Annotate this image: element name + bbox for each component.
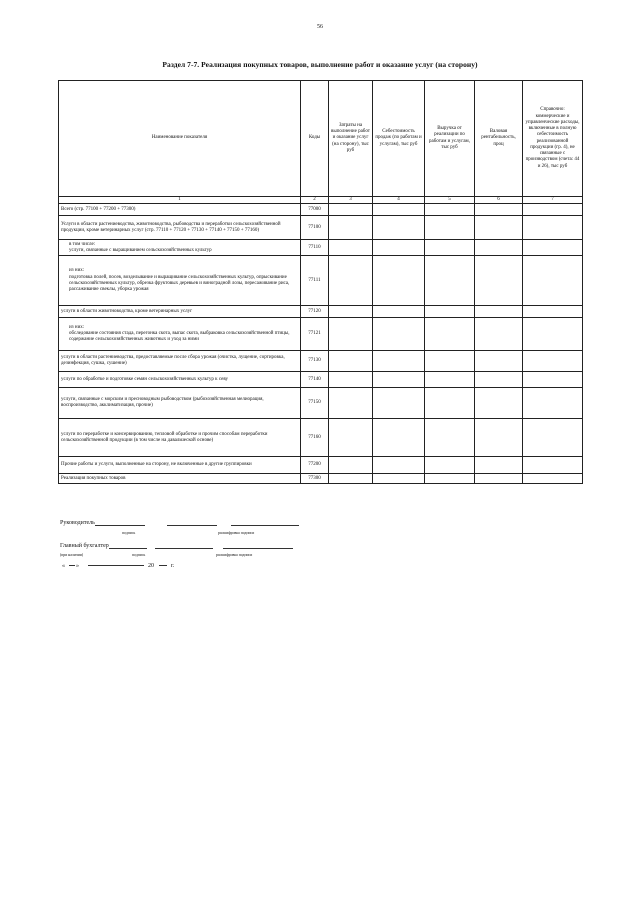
accountant-decoding-caption: расшифровка подписи xyxy=(216,553,253,557)
value-cell[interactable] xyxy=(329,240,373,256)
value-cell[interactable] xyxy=(523,388,583,419)
page-number: 56 xyxy=(317,24,323,30)
row-label: услуги в области растениеводства, предоставляемые после сбора урожая (очистка, лущение, сортировка, дезинфекция, сушка, сушение) xyxy=(61,355,285,367)
value-cell[interactable] xyxy=(373,457,425,474)
row-code: 77160 xyxy=(301,419,329,457)
row-label: подготовка полей, посев, возделывание и выращивание сельскохозяйственных культур, опрыскивание сельскохозяйственных культур, обрезка фруктовых деревьев и виноградной лозы, пересаживание риса, рассаживание свеклы, уборка урожая xyxy=(69,274,290,292)
value-cell[interactable] xyxy=(329,457,373,474)
section-title: Раздел 7-7. Реализация покупных товаров, выполнение работ и оказание услуг (на сторону) xyxy=(162,60,478,69)
table-row xyxy=(59,306,583,318)
value-cell[interactable] xyxy=(523,351,583,372)
row-label-cell xyxy=(59,474,301,484)
table-row xyxy=(59,318,583,351)
row-label: Реализация покупных товаров xyxy=(61,475,126,481)
row-label-cell xyxy=(59,204,301,216)
header-reference: Справочно: коммерческие и управленческие расходы, включенные в полную себестоимость реализованной продукции (гр. 4), не связанные с производством (счета: 44 и 26), тыс руб xyxy=(523,81,583,197)
row-label: услуги по переработке и консервированию, тепловой обработке и прочим способам переработки сельскохозяйственной продукции (в том числе на давальческой основе) xyxy=(61,431,268,443)
value-cell[interactable] xyxy=(523,457,583,474)
value-cell[interactable] xyxy=(523,474,583,484)
row-label-cell xyxy=(59,419,301,457)
accountant-signature-caption: подпись xyxy=(132,553,146,557)
accountant-signature-line xyxy=(60,543,293,549)
row-label-cell xyxy=(59,216,301,240)
header-code: Коды xyxy=(301,81,329,197)
value-cell[interactable] xyxy=(523,372,583,388)
row-label-cell xyxy=(59,306,301,318)
row-label-cell xyxy=(59,457,301,474)
column-number: 2 xyxy=(301,197,329,204)
header-name: Наименование показателя xyxy=(59,81,301,197)
value-cell[interactable] xyxy=(475,372,523,388)
date-year-field[interactable] xyxy=(159,565,167,566)
value-cell[interactable] xyxy=(475,240,523,256)
value-cell[interactable] xyxy=(329,372,373,388)
value-cell[interactable] xyxy=(373,419,425,457)
value-cell[interactable] xyxy=(475,351,523,372)
row-label-cell xyxy=(59,372,301,388)
column-number: 4 xyxy=(373,197,425,204)
table-row xyxy=(59,256,583,306)
column-number: 6 xyxy=(475,197,523,204)
value-cell[interactable] xyxy=(425,306,475,318)
row-code: 77110 xyxy=(301,240,329,256)
row-label: услуги по обработке и подготовке семян сельскохозяйственных культур к севу xyxy=(61,376,229,382)
value-cell[interactable] xyxy=(329,256,373,306)
row-label: Всего (стр. 77100 + 77200 + 77300) xyxy=(61,206,136,212)
column-number-row xyxy=(59,197,583,204)
value-cell[interactable] xyxy=(373,318,425,351)
value-cell[interactable] xyxy=(475,457,523,474)
table-row xyxy=(59,351,583,372)
value-cell[interactable] xyxy=(329,318,373,351)
table-row xyxy=(59,457,583,474)
value-cell[interactable] xyxy=(425,216,475,240)
head-extra-field[interactable] xyxy=(231,525,299,526)
row-code: 77130 xyxy=(301,351,329,372)
value-cell[interactable] xyxy=(523,216,583,240)
value-cell[interactable] xyxy=(475,419,523,457)
head-signature-line xyxy=(60,520,299,526)
value-cell[interactable] xyxy=(329,216,373,240)
value-cell[interactable] xyxy=(523,240,583,256)
value-cell[interactable] xyxy=(329,351,373,372)
value-cell[interactable] xyxy=(373,351,425,372)
value-cell[interactable] xyxy=(329,474,373,484)
row-code: 77100 xyxy=(301,216,329,240)
row-label: обследование состояния стада, перегонка скота, выпас скота, выбраковка сельскохозяйственной птицы, содержание сельскохозяйственных животных и уход за ними xyxy=(69,331,290,343)
accountant-decoding-field[interactable] xyxy=(155,548,213,549)
header-row xyxy=(59,81,583,197)
value-cell[interactable] xyxy=(329,306,373,318)
row-label: услуги в области животноводства, кроме ветеринарных услуг xyxy=(61,308,193,314)
date-month-field[interactable] xyxy=(88,565,144,566)
row-label: Услуги в области растениеводства, животноводства, рыбоводства и переработки сельскохозяйственной продукции, кроме ветеринарных услуг (стр. 77110 + 77120 + 77130 + 77140 + 77150 + 77160) xyxy=(61,221,281,233)
head-signature-field[interactable] xyxy=(95,525,145,526)
value-cell[interactable] xyxy=(475,474,523,484)
value-cell[interactable] xyxy=(475,204,523,216)
value-cell[interactable] xyxy=(523,318,583,351)
row-code: 77000 xyxy=(301,204,329,216)
value-cell[interactable] xyxy=(475,388,523,419)
table-row xyxy=(59,474,583,484)
value-cell[interactable] xyxy=(373,474,425,484)
column-number: 5 xyxy=(425,197,475,204)
value-cell[interactable] xyxy=(523,306,583,318)
value-cell[interactable] xyxy=(373,388,425,419)
value-cell[interactable] xyxy=(329,204,373,216)
value-cell[interactable] xyxy=(425,419,475,457)
value-cell[interactable] xyxy=(425,474,475,484)
row-code: 77150 xyxy=(301,388,329,419)
row-prefix: из них: xyxy=(69,324,85,330)
table-row xyxy=(59,419,583,457)
value-cell[interactable] xyxy=(425,204,475,216)
header-revenue: Выручка от реализации по работам и услугам, тыс руб xyxy=(425,81,475,197)
value-cell[interactable] xyxy=(475,306,523,318)
value-cell[interactable] xyxy=(373,204,425,216)
value-cell[interactable] xyxy=(475,216,523,240)
column-number: 7 xyxy=(523,197,583,204)
value-cell[interactable] xyxy=(523,419,583,457)
row-label: Прочие работы и услуги, выполненные на сторону, не включенные в другие группировки xyxy=(61,462,252,468)
header-profitability: Валовая рентабельность, проц xyxy=(475,81,523,197)
table-row xyxy=(59,372,583,388)
head-signature-caption: подпись xyxy=(122,531,136,535)
value-cell[interactable] xyxy=(475,318,523,351)
table-row xyxy=(59,240,583,256)
row-label: услуги, связанные с выращиванием сельскохозяйственных культур xyxy=(69,247,212,253)
row-code: 77111 xyxy=(301,256,329,306)
row-label-cell xyxy=(59,318,301,351)
value-cell[interactable] xyxy=(425,256,475,306)
table-row xyxy=(59,388,583,419)
row-prefix: из них: xyxy=(69,268,85,274)
value-cell[interactable] xyxy=(425,372,475,388)
table-row xyxy=(59,204,583,216)
value-cell[interactable] xyxy=(425,351,475,372)
value-cell[interactable] xyxy=(373,216,425,240)
head-decoding-field[interactable] xyxy=(167,525,217,526)
column-number: 3 xyxy=(329,197,373,204)
row-label-cell xyxy=(59,256,301,306)
row-code: 77121 xyxy=(301,318,329,351)
data-table xyxy=(58,80,583,484)
row-label-cell xyxy=(59,351,301,372)
row-code: 77300 xyxy=(301,474,329,484)
date-day-field[interactable] xyxy=(69,565,75,566)
row-code: 77200 xyxy=(301,457,329,474)
row-label: услуги, связанные с морским и пресноводным рыбоводством (рыбохозяйственная мелиорация, воспроизводство, акклиматизация, прочие) xyxy=(61,397,264,409)
row-label-cell xyxy=(59,388,301,419)
row-code: 77140 xyxy=(301,372,329,388)
value-cell[interactable] xyxy=(425,318,475,351)
row-code: 77120 xyxy=(301,306,329,318)
header-costs: Затраты на выполнение работ и оказание услуг (на сторону), тыс руб xyxy=(329,81,373,197)
value-cell[interactable] xyxy=(523,204,583,216)
accountant-extra-field[interactable] xyxy=(223,548,293,549)
table-row xyxy=(59,216,583,240)
date-year-suffix: г. xyxy=(171,563,175,569)
value-cell[interactable] xyxy=(425,388,475,419)
header-cost-price: Себестоимость продаж (по работам и услугам), тыс руб xyxy=(373,81,425,197)
row-label-cell xyxy=(59,240,301,256)
value-cell[interactable] xyxy=(425,457,475,474)
value-cell[interactable] xyxy=(523,256,583,306)
value-cell[interactable] xyxy=(373,372,425,388)
head-decoding-caption: расшифровка подписи xyxy=(218,531,255,535)
value-cell[interactable] xyxy=(475,256,523,306)
value-cell[interactable] xyxy=(373,306,425,318)
head-label: Руководитель xyxy=(60,520,95,526)
date-year-prefix: 20 xyxy=(148,563,154,569)
column-number: 1 xyxy=(59,197,301,204)
row-prefix: в том числе: xyxy=(69,241,96,247)
date-open-quote: « xyxy=(62,563,65,569)
value-cell[interactable] xyxy=(329,419,373,457)
value-cell[interactable] xyxy=(373,240,425,256)
accountant-label: Главный бухгалтер xyxy=(60,543,109,549)
value-cell[interactable] xyxy=(425,240,475,256)
value-cell[interactable] xyxy=(329,388,373,419)
if-any-caption: (при наличии) xyxy=(60,553,84,557)
value-cell[interactable] xyxy=(373,256,425,306)
date-close-quote: » xyxy=(76,563,79,569)
accountant-signature-field[interactable] xyxy=(109,548,147,549)
